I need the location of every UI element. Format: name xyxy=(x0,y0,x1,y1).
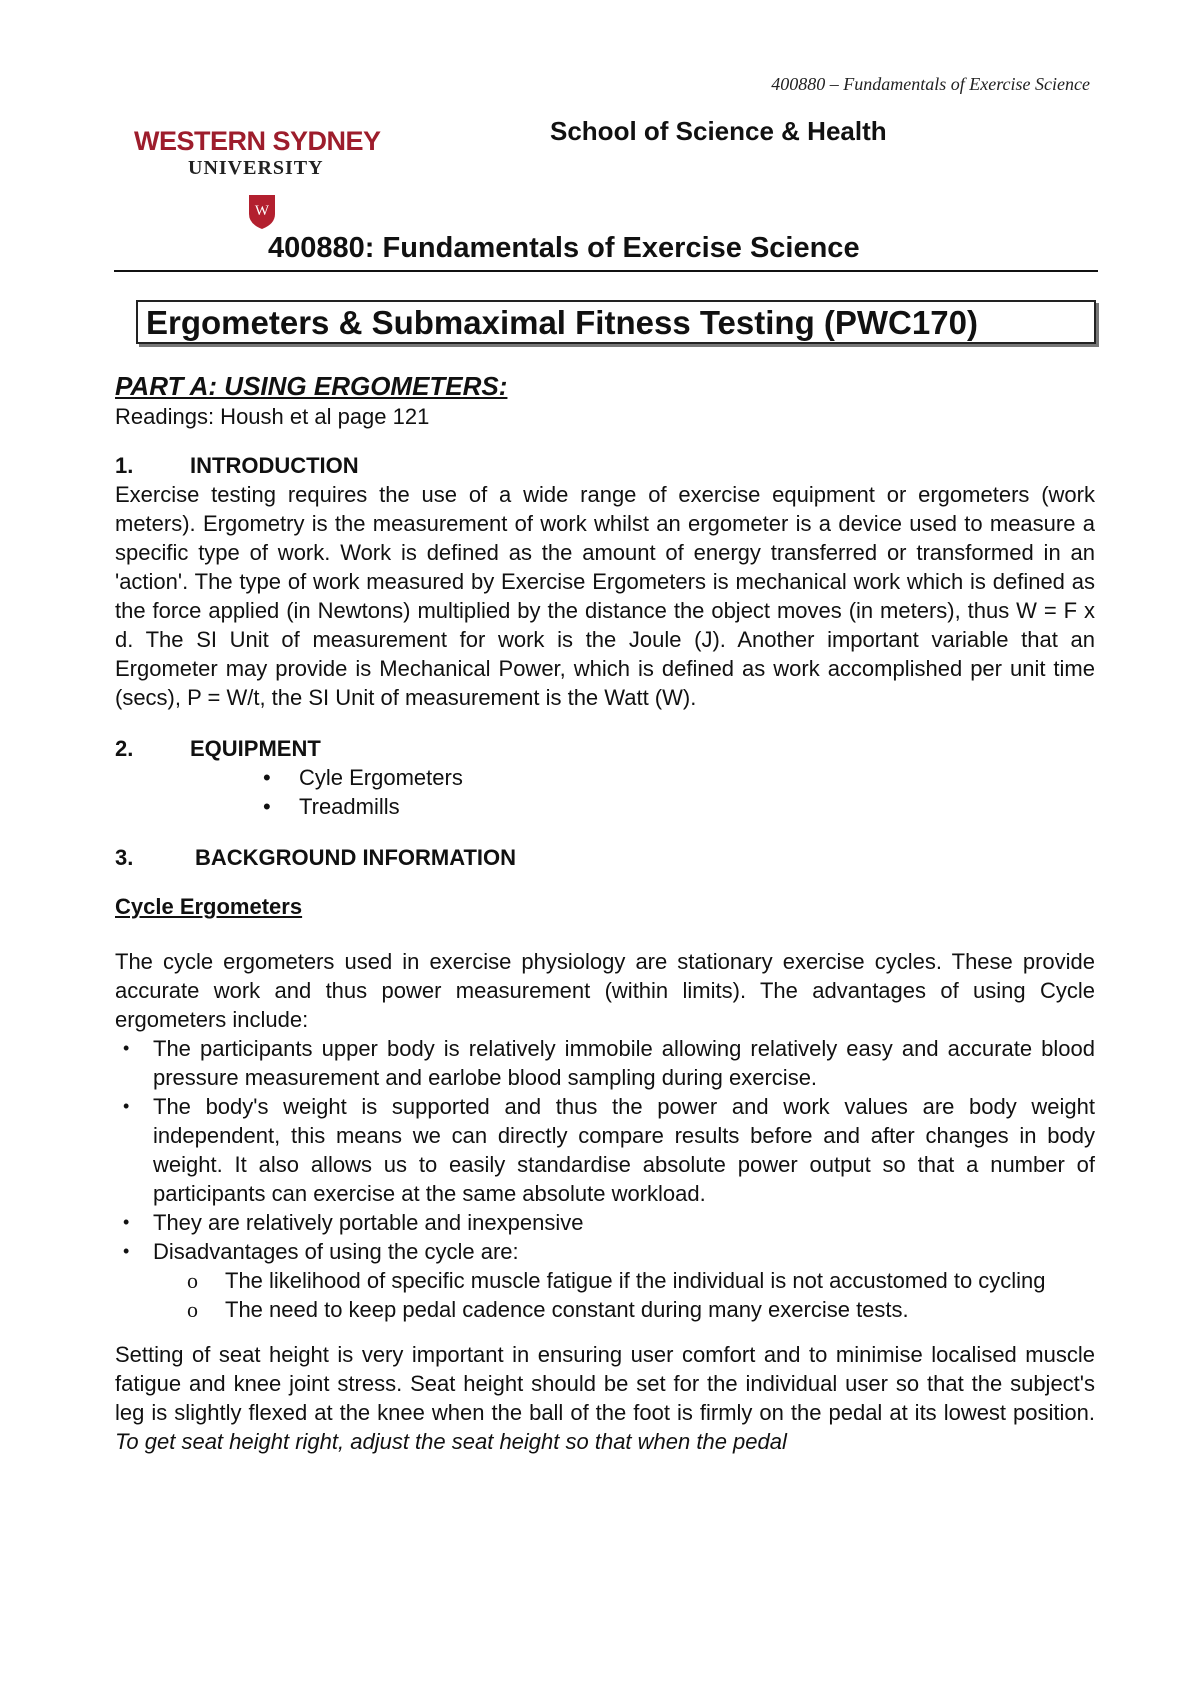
equipment-list xyxy=(115,763,1095,821)
document-title-box xyxy=(136,300,1096,344)
logo-shield-letter: W xyxy=(254,203,270,219)
school-name: School of Science & Health xyxy=(550,116,887,146)
list-item: • Cyle Ergometers xyxy=(263,763,1095,792)
section-title: EQUIPMENT xyxy=(190,736,321,761)
section-number: 1. xyxy=(115,453,134,478)
university-logo xyxy=(134,126,381,219)
list-item: o The likelihood of specific muscle fatigue if the individual is not accustomed to cycling xyxy=(187,1266,1095,1295)
course-title: 400880: Fundamentals of Exercise Science xyxy=(268,232,860,264)
section-heading-background xyxy=(115,843,1095,872)
readings-line: Readings: Housh et al page 121 xyxy=(115,404,430,429)
list-item: o The need to keep pedal cadence constant during many exercise tests. xyxy=(187,1295,1095,1324)
running-header: 400880 – Fundamentals of Exercise Science xyxy=(771,74,1090,94)
list-item-text: Disadvantages of using the cycle are: xyxy=(153,1239,519,1264)
seat-height-paragraph xyxy=(115,1340,1095,1456)
list-item xyxy=(115,1237,1095,1324)
logo-wordmark-line1: WESTERN SYDNEY xyxy=(134,126,381,156)
seat-height-italic-text: To get seat height right, adjust the seat height so that when the pedal xyxy=(115,1429,787,1454)
seat-height-text: Setting of seat height is very important in ensuring user comfort and to minimise localised muscle fatigue and knee joint stress. Seat height should be set for the individual user so that the subject's leg is slightly flexed at the knee when the ball of the foot is firmly on the pedal at its lowest position. xyxy=(115,1342,1095,1425)
section-number: 2. xyxy=(115,736,134,761)
list-item: • The body's weight is supported and thus the power and work values are body weight independent, this means we can directly compare results before and after changes in body weight. It also allows us to easily standardise absolute power output so that a number of participants can exercise at the same absolute workload. xyxy=(115,1092,1095,1208)
disadvantages-list xyxy=(153,1266,1095,1324)
logo-wordmark-line2: UNIVERSITY xyxy=(188,157,324,179)
subheading-cycle-ergometers: Cycle Ergometers xyxy=(115,894,303,919)
list-item: • They are relatively portable and inexpensive xyxy=(115,1208,1095,1237)
list-item: • The participants upper body is relatively immobile allowing relatively easy and accurate blood pressure measurement and earlobe blood sampling during exercise. xyxy=(115,1034,1095,1092)
advantages-list xyxy=(115,1034,1095,1324)
section-heading-equipment xyxy=(115,734,1095,763)
shield-icon xyxy=(248,194,276,230)
section-title: INTRODUCTION xyxy=(190,453,359,478)
section-title: BACKGROUND INFORMATION xyxy=(195,845,517,870)
section-heading-introduction xyxy=(115,451,1095,480)
document-title: Ergometers & Submaximal Fitness Testing (PWC170) xyxy=(146,304,978,341)
header-divider xyxy=(114,270,1098,272)
section-number: 3. xyxy=(115,845,134,870)
introduction-paragraph: Exercise testing requires the use of a wide range of exercise equipment or ergometers (work meters). Ergometry is the measurement of work whilst an ergometer is a device used to measure a specific type of work. Work is defined as the amount of energy transferred or transformed in an 'action'. The type of work measured by Exercise Ergometers is mechanical work which is defined as the force applied (in Newtons) multiplied by the distance the object moves (in meters), thus W = F x d. The SI Unit of measurement for work is the Joule (J). Another important variable that an Ergometer may provide is Mechanical Power, which is defined as work accomplished per unit time (secs), P = W/t, the SI Unit of measurement is the Watt (W). xyxy=(115,482,1095,710)
list-item: • Treadmills xyxy=(263,792,1095,821)
part-a-heading: PART A: USING ERGOMETERS: xyxy=(115,371,508,401)
document-body xyxy=(115,370,1095,1456)
cycle-intro-paragraph: The cycle ergometers used in exercise physiology are stationary exercise cycles. These provide accurate work and thus power measurement (within limits). The advantages of using Cycle ergometers include: xyxy=(115,949,1095,1032)
